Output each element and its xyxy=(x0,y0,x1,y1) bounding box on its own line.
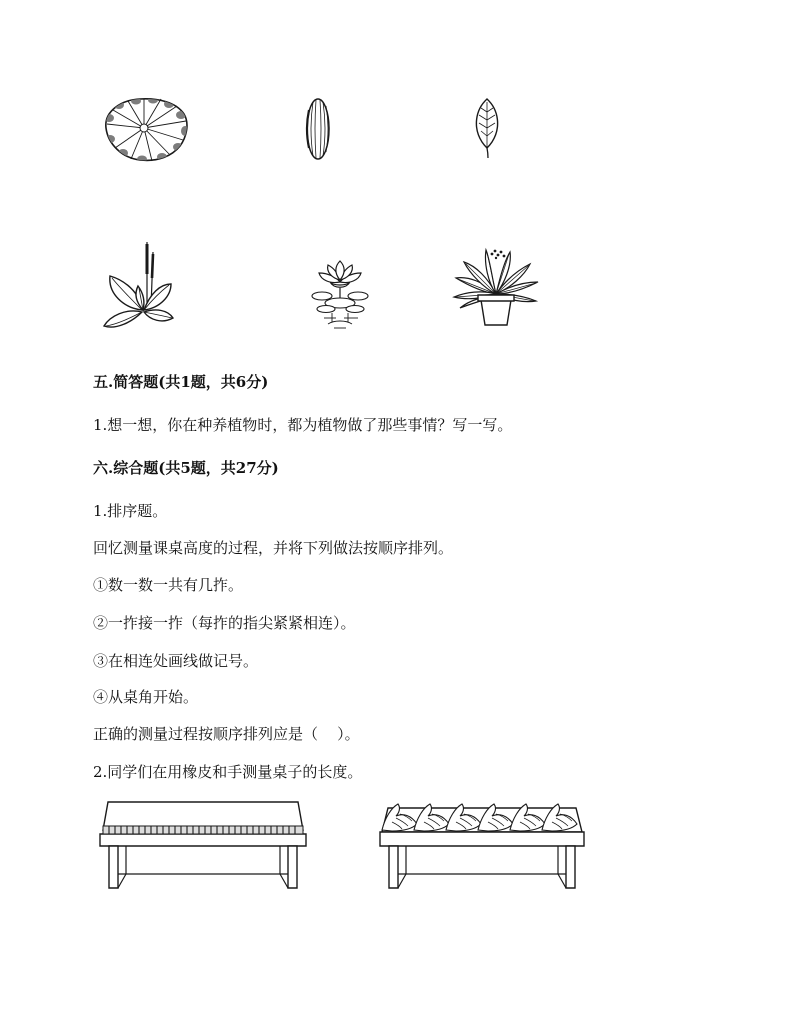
section-6-heading: 六.综合题(共5题，共27分) xyxy=(93,459,279,477)
seed-illustration xyxy=(300,96,336,162)
section-5-question-1: 1.想一想，你在种养植物时，都为植物做了那些事情？写一写。 xyxy=(93,416,513,434)
table-leg-left xyxy=(389,846,398,888)
lotus-leaf-illustration xyxy=(100,94,192,168)
sorting-step-2: ②一拃接一拃（每拃的指尖紧紧相连）。 xyxy=(93,614,356,632)
section-6-question-1-prompt: 回忆测量课桌高度的过程，并将下列做法按顺序排列。 xyxy=(93,539,454,557)
sorting-step-1: ①数一数一共有几拃。 xyxy=(93,576,244,594)
eraser-row xyxy=(103,826,303,834)
potted-plant-illustration xyxy=(450,244,542,328)
leaf-illustration xyxy=(467,96,507,160)
plantain-leaves xyxy=(104,276,173,327)
table-frame xyxy=(118,846,288,888)
sorting-step-4: ④从桌角开始。 xyxy=(93,688,199,706)
sorting-step-3: ③在相连处画线做记号。 xyxy=(93,652,259,670)
lotus-water xyxy=(324,313,358,328)
table-front-edge xyxy=(380,832,584,846)
flower-pot xyxy=(478,295,514,325)
section-6-question-2-title: 2.同学们在用橡皮和手测量桌子的长度。 xyxy=(93,763,363,781)
section-6-question-1-title: 1.排序题。 xyxy=(93,502,168,520)
table-with-erasers-illustration xyxy=(96,798,310,892)
table-leg-right xyxy=(288,846,297,888)
section-5-heading: 五.简答题(共1题，共6分) xyxy=(93,373,269,391)
lotus-petals xyxy=(319,261,361,287)
table-frame xyxy=(398,846,566,888)
lotus-flower-illustration xyxy=(308,258,374,334)
table-front-edge xyxy=(100,834,306,846)
plantain-illustration xyxy=(98,238,178,334)
table-leg-right xyxy=(566,846,575,888)
sorting-answer-line: 正确的测量过程按顺序排列应是（ ）。 xyxy=(93,725,360,743)
potted-plant-flowers xyxy=(491,250,506,260)
table-with-hands-illustration xyxy=(376,798,588,892)
table-leg-left xyxy=(109,846,118,888)
